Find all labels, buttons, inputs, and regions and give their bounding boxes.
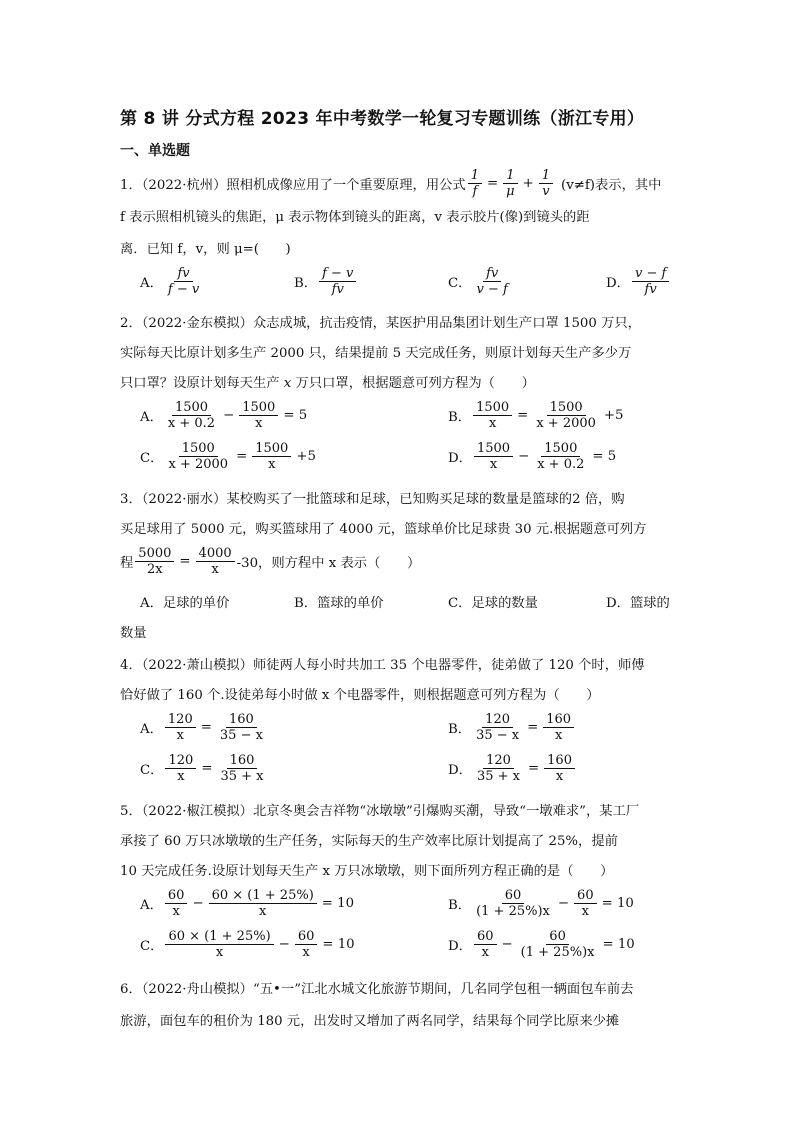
q2-option-b[interactable]: B． $\frac{1500}{x}$ = $\frac{1500}{x + 2000}$ +5	[448, 400, 624, 431]
q2-option-d[interactable]: D． $\frac{1500}{x}$ − $\frac{1500}{x + 0.2}$ = 5	[448, 441, 617, 472]
q4-option-c[interactable]: C． $\frac{120}{x}$ = $\frac{160}{35 + x}$	[140, 753, 264, 784]
question-4-line-2: 恰好做了 160 个.设徒弟每小时做 x 个电器零件，则根据题意可列方程为（ ）	[120, 688, 600, 703]
question-5-line-3: 10 天完成任务.设原计划每天生产 x 万只冰墩墩，则下面所列方程正确的是（ ）	[120, 864, 614, 879]
question-1-line-1: 1．（2022·杭州）照相机成像应用了一个重要原理，用公式 $\frac{1}{f}$ = $\frac{1}{\mu}$ + $\frac{1}{v}$ (v≠f)表示，其中	[120, 168, 662, 199]
q4-option-b[interactable]: B． $\frac{120}{35 - x}$ = $\frac{160}{x}$	[448, 712, 576, 743]
formula-frac-1mu: $\frac{1}{\mu}$	[503, 168, 517, 199]
question-5-line-2: 承接了 60 万只冰墩墩的生产任务，实际每天的生产效率比原计划提高了 25%，提前	[120, 834, 618, 849]
q5-option-d[interactable]: D． $\frac{60}{x}$ − $\frac{60}{(1 + 25\%)x}$ = 10	[448, 929, 635, 960]
q4-option-a[interactable]: A． $\frac{120}{x}$ = $\frac{160}{35 - x}$	[140, 712, 263, 743]
q3-option-a[interactable]: A．足球的单价	[140, 596, 230, 611]
q3-option-b[interactable]: B．篮球的单价	[294, 596, 384, 611]
q1-option-a[interactable]: A． $\frac{fv}{f - v}$	[140, 266, 200, 297]
formula-frac-1f: $\frac{1}{f}$	[468, 168, 482, 199]
page-title: 第 8 讲 分式方程 2023 年中考数学一轮复习专题训练（浙江专用）	[120, 109, 645, 129]
question-2-line-3: 只口罩？设原计划每天生产 x 万只口罩，根据题意可列方程为（ ）	[120, 376, 535, 391]
q2-option-c[interactable]: C． $\frac{1500}{x + 2000}$ = $\frac{1500}{x}$ +5	[140, 441, 316, 472]
q5-option-a[interactable]: A． $\frac{60}{x}$ − $\frac{60 \times (1 + 25\%)}{x}$ = 10	[140, 888, 355, 919]
question-2-line-2: 实际每天比原计划多生产 2000 只，结果提前 5 天完成任务，则原计划每天生产多少万	[120, 346, 632, 361]
question-1-line-3: 离．已知 f，v，则 μ=( )	[120, 242, 291, 257]
section-heading: 一、单选题	[120, 143, 190, 159]
question-1-line-2: f 表示照相机镜头的焦距，μ 表示物体到镜头的距离，v 表示胶片(像)到镜头的距	[120, 210, 590, 225]
q3-option-d-wrap: 数量	[120, 626, 147, 641]
q1-option-d[interactable]: D． $\frac{v - f}{fv}$	[606, 266, 671, 297]
q3-option-d[interactable]: D．篮球的	[606, 596, 670, 611]
formula-frac-1v: $\frac{1}{v}$	[539, 168, 553, 199]
question-6-line-2: 旅游，面包车的租价为 180 元，出发时又增加了两名同学，结果每个同学比原来少摊	[120, 1014, 620, 1029]
q5-option-b[interactable]: B． $\frac{60}{(1 + 25\%)x}$ − $\frac{60}{x}$ = 10	[448, 888, 634, 919]
q2-option-a[interactable]: A． $\frac{1500}{x + 0.2}$ − $\frac{1500}{x}$ = 5	[140, 400, 308, 431]
q1-option-c[interactable]: C． $\frac{fv}{v - f}$	[448, 266, 508, 297]
question-6-line-1: 6．（2022·舟山模拟）“五•一”江北水城文化旅游节期间，几名同学包租一辆面包车前去	[120, 982, 634, 997]
question-4-line-1: 4．（2022·萧山模拟）师徒两人每小时共加工 35 个电器零件，徒弟做了 120 个时，师傅	[120, 658, 645, 673]
q5-option-c[interactable]: C． $\frac{60 \times (1 + 25\%)}{x}$ − $\frac{60}{x}$ = 10	[140, 929, 355, 960]
q3-option-c[interactable]: C．足球的数量	[448, 596, 538, 611]
question-3-line-3: 程 $\frac{5000}{2x}$ = $\frac{4000}{x}$ -30，则方程中 x 表示（ ）	[120, 546, 421, 577]
q4-option-d[interactable]: D． $\frac{120}{35 + x}$ = $\frac{160}{x}$	[448, 753, 577, 784]
question-3-line-2: 买足球用了 5000 元，购买篮球用了 4000 元，篮球单价比足球贵 30 元.根据题意可列方	[120, 522, 647, 537]
question-5-line-1: 5．（2022·椒江模拟）北京冬奥会吉祥物“冰墩墩”引爆购买潮，导致“一墩难求”，某工厂	[120, 804, 640, 819]
q1-option-b[interactable]: B． $\frac{f - v}{fv}$	[294, 266, 358, 297]
question-2-line-1: 2．（2022·金东模拟）众志成城，抗击疫情，某医护用品集团计划生产口罩 1500 万只，	[120, 316, 641, 331]
question-3-line-1: 3．（2022·丽水）某校购买了一批篮球和足球，已知购买足球的数量是篮球的2 倍，购	[120, 492, 625, 507]
